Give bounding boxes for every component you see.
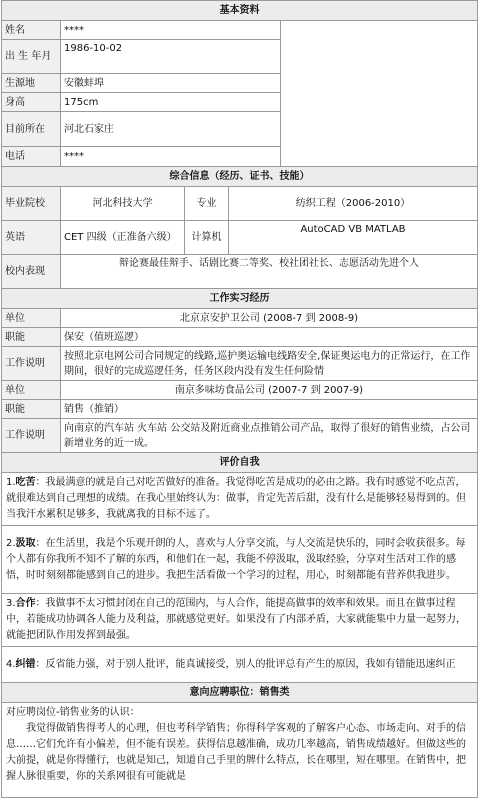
basic-info-heading: 基本资料 <box>2 1 478 21</box>
basic-info-table <box>1 0 478 167</box>
name-label: 姓名 <box>2 21 61 40</box>
eval-item <box>2 647 478 683</box>
job2-role: 销售（推销） <box>61 400 478 419</box>
school-label: 毕业院校 <box>2 187 61 221</box>
eval-item <box>2 526 478 594</box>
resume-page <box>1 0 478 798</box>
birth-value: 1986-10-02 <box>61 40 281 74</box>
major-value: 纺织工程（2006-2010） <box>229 187 478 221</box>
job2-desc-label: 工作说明 <box>2 419 61 453</box>
self-eval-heading: 评价自我 <box>2 453 478 473</box>
self-eval-table <box>1 452 478 683</box>
eval-item <box>2 594 478 647</box>
english-label: 英语 <box>2 221 61 255</box>
eval-text: ：我做事不太习惯封闭在自己的范围内，与人合作，能提高做事的效率和效果。而且在做事过程中，若能成功协调各人能力及利益，那就感觉更好。如果没有了内部矛盾，大家就能集中力量一起努力，就能把团队作用发挥到最强。 <box>6 598 466 641</box>
eval-text: ：我最满意的就是自己对吃苦做好的准备。我觉得吃苦是成功的必由之路。我有时感觉不吃点苦，就很难达到自己理想的成绩。在我心里始终认为：做事，肯定先苦后甜，没有什么是能够轻易得到的。但当我汗水累积足够多，我就离我的目标不远了。 <box>6 477 466 520</box>
eval-num: 4. <box>6 658 16 670</box>
location-value: 河北石家庄 <box>61 112 281 147</box>
photo-area <box>281 21 478 167</box>
computer-value: AutoCAD VB MATLAB <box>229 221 478 255</box>
eval-title: 吃苦 <box>15 477 36 488</box>
intent-table <box>1 682 478 798</box>
eval-title: 汲取 <box>15 537 36 549</box>
campus-value: 辩论赛最佳辩手、话剧比赛二等奖、校社团社长、志愿活动先进个人 <box>61 255 478 289</box>
job1-role: 保安（值班巡逻） <box>61 328 478 347</box>
job1-desc: 按照北京电网公司合同规定的线路,巡护奥运输电线路安全,保证奥运电力的正常运行，在工作期间，很好的完成巡逻任务，任务区段内没有发生任何险情 <box>61 347 478 381</box>
job1-role-label: 职能 <box>2 328 61 347</box>
general-info-table <box>1 166 478 289</box>
height-label: 身高 <box>2 93 61 112</box>
job2-unit-label: 单位 <box>2 381 61 400</box>
work-heading: 工作实习经历 <box>2 289 478 309</box>
phone-value: **** <box>61 147 281 167</box>
intent-body <box>2 703 478 798</box>
phone-label: 电话 <box>2 147 61 167</box>
computer-label: 计算机 <box>185 221 229 255</box>
job2-desc: 向南京的汽车站 火车站 公交站及附近商业点推销公司产品，取得了很好的销售业绩，占公司新增业务的近一成。 <box>61 419 478 453</box>
eval-text: ：反省能力强，对于别人批评，能真诚接受，别人的批评总有产生的原因，我如有错能迅速纠正 <box>35 658 456 670</box>
general-info-heading: 综合信息（经历、证书、技能） <box>2 167 478 187</box>
english-value: CET 四级（正准备六级） <box>61 221 185 255</box>
origin-value: 安徽蚌埠 <box>61 74 281 93</box>
location-label: 目前所在 <box>2 112 61 147</box>
birth-label: 出 生 年月 <box>2 40 61 74</box>
intent-paragraph: 我觉得做销售得考人的心理，但也考科学销售；你得科学客观的了解客户心态、市场走向、对手的信息……它们允许有小偏差，但不能有误差。获得信息越准确，成功几率越高，销售成绩越好。但做这些的大前提，就是你得懂行，也就是知己，知道自己手里的牌什么特点，长在哪里，短在哪里。在销售中，把握人脉很重要，你的关系网很有可能就是 <box>6 723 466 782</box>
job1-unit-label: 单位 <box>2 309 61 328</box>
job2-unit: 南京多味坊食品公司 (2007-7 到 2007-9) <box>61 381 478 400</box>
school-value: 河北科技大学 <box>61 187 185 221</box>
major-label: 专业 <box>185 187 229 221</box>
job1-desc-label: 工作说明 <box>2 347 61 381</box>
work-table <box>1 288 478 453</box>
job2-role-label: 职能 <box>2 400 61 419</box>
intent-line: 对应聘岗位-销售业务的认识： <box>6 707 140 718</box>
eval-num: 1. <box>6 477 16 488</box>
eval-item <box>2 473 478 526</box>
eval-text: ：在生活里，我是个乐观开朗的人，喜欢与人分享交流，与人交流是快乐的，同时会收获很多。每个人都有你我所不知不了解的东西，和他们在一起，我能不停汲取，汲取经验，分享对生活对工作的感悟，时时刻刻都能感到自己的进步。我把生活看做一个学习的过程，用心，时刻都能有营养供我进步。 <box>6 537 466 581</box>
eval-num: 3. <box>6 598 16 609</box>
eval-num: 2. <box>6 537 16 549</box>
name-value: **** <box>61 21 281 40</box>
intent-heading <box>2 683 478 703</box>
height-value: 175cm <box>61 93 281 112</box>
campus-label: 校内表现 <box>2 255 61 289</box>
intent-heading-text: 意向应聘职位：销售类 <box>189 687 290 698</box>
eval-title: 纠错 <box>15 658 36 670</box>
job1-unit: 北京京安护卫公司 (2008-7 到 2008-9) <box>61 309 478 328</box>
eval-title: 合作 <box>15 598 36 609</box>
origin-label: 生源地 <box>2 74 61 93</box>
